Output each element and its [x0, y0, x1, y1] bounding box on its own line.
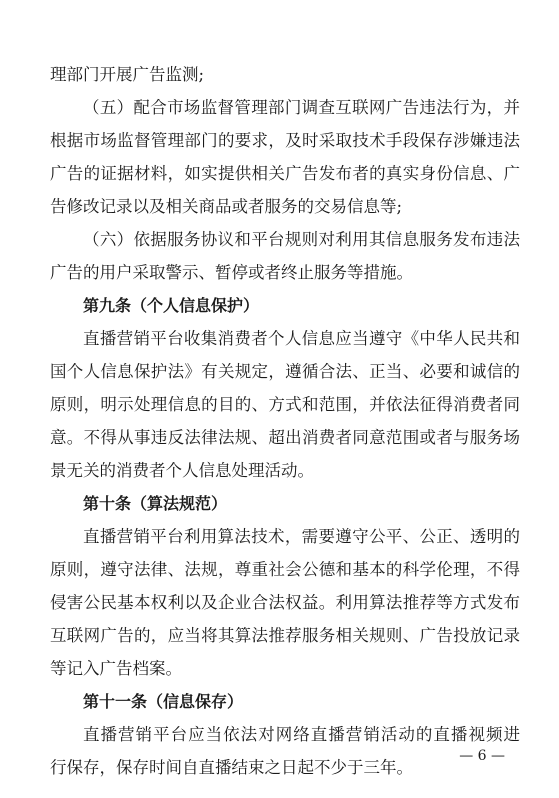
paragraph-line: （六）依据服务协议和平台规则对利用其信息服务发布违法 [83, 230, 520, 249]
paragraph-line: 意。不得从事违反法律法规、超出消费者同意范围或者与服务场 [50, 428, 520, 447]
paragraph-line: 景无关的消费者个人信息处理活动。 [50, 461, 314, 480]
paragraph-line: 根据市场监督管理部门的要求，及时采取技术手段保存涉嫌违法 [50, 131, 520, 150]
paragraph-line: 原则，遵守法律、法规，尊重社会公德和基本的科学伦理，不得 [50, 560, 520, 579]
paragraph-line: 行保存，保存时间自直播结束之日起不少于三年。 [50, 758, 413, 777]
paragraph-line: 直播营销平台收集消费者个人信息应当遵守《中华人民共和 [83, 329, 520, 348]
paragraph-line: 国个人信息保护法》有关规定，遵循合法、正当、必要和诚信的 [50, 362, 520, 381]
paragraph-line: 告修改记录以及相关商品或者服务的交易信息等; [50, 197, 403, 216]
paragraph-line: （五）配合市场监督管理部门调查互联网广告违法行为，并 [83, 98, 520, 117]
paragraph-line: 直播营销平台利用算法技术，需要遵守公平、公正、透明的 [83, 527, 520, 546]
article-heading-11: 第十一条（信息保存） [83, 692, 244, 711]
document-body [50, 58, 520, 784]
paragraph-line: 互联网广告的，应当将其算法推荐服务相关规则、广告投放记录 [50, 626, 520, 645]
paragraph-line: 等记入广告档案。 [50, 659, 182, 678]
article-heading-9: 第九条（个人信息保护） [83, 296, 260, 315]
paragraph-line: 广告的用户采取警示、暂停或者终止服务等措施。 [50, 263, 413, 282]
paragraph-line: 理部门开展广告监测; [50, 65, 205, 84]
paragraph-line: 侵害公民基本权利以及企业合法权益。利用算法推荐等方式发布 [50, 593, 520, 612]
page-number: — 6 — [459, 748, 505, 764]
paragraph-line: 原则，明示处理信息的目的、方式和范围，并依法征得消费者同 [50, 395, 520, 414]
article-heading-10: 第十条（算法规范） [83, 494, 228, 513]
paragraph-line: 直播营销平台应当依法对网络直播营销活动的直播视频进 [83, 725, 520, 744]
paragraph-line: 广告的证据材料，如实提供相关广告发布者的真实身份信息、广 [50, 164, 520, 183]
